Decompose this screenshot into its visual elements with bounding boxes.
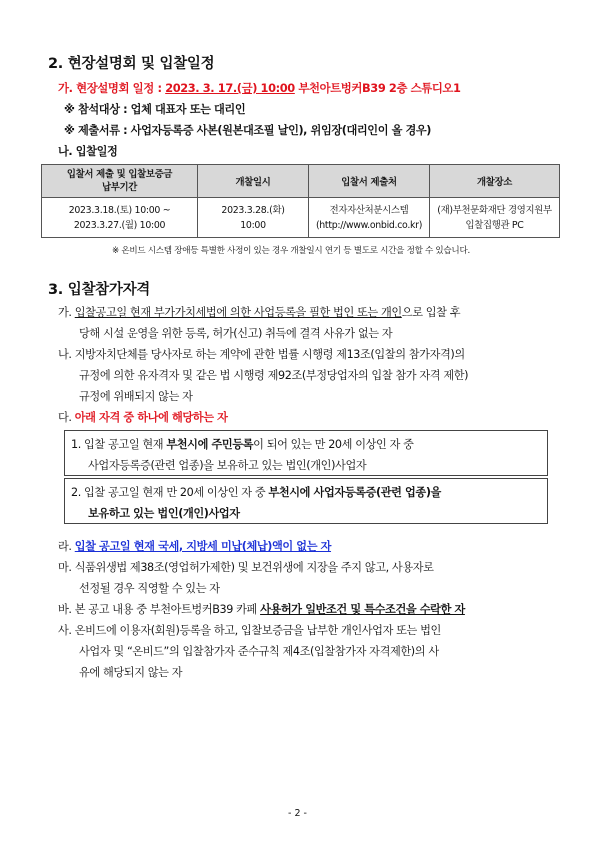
bid-schedule-table [41,164,560,238]
cell-opening-datetime: 2023.3.28.(화) 10:00 [198,198,309,238]
briefing-schedule [58,80,461,96]
briefing-date: 2023. 3. 17.(금) 10:00 [165,81,295,95]
briefing-place: 부천아트벙커B39 2층 스튜디오1 [294,81,461,95]
qualification-ga-underlined: 입찰공고일 현재 부가가치세법에 의한 사업등록을 필한 법인 또는 개인 [74,306,402,319]
criteria-box-2-bold: 부천시에 사업자등록증(관련 업종)을 [268,486,441,499]
qualification-ga [58,304,460,320]
section3-title: 3. 입찰참가자격 [48,282,150,298]
item-label: 가. [58,306,75,319]
bid-schedule-heading: 나. 입찰일정 [58,145,118,158]
criteria-box-1-line1 [65,436,414,452]
qualification-ma-line1: 마. 식품위생법 제38조(영업허가제한) 및 보건위생에 지장을 주지 않고, 사용자로 [58,561,434,574]
qualification-da-text: 아래 자격 중 하나에 해당하는 자 [74,411,228,424]
qualification-na-line2: 규정에 의한 유자격자 및 같은 법 시행령 제92조(부정당업자의 입찰 참가 자격 제한) [79,369,469,382]
qualification-sa-line2: 사업자 및 “온비드”의 입찰참가자 준수규칙 제4조(입찰참가자 자격제한)의 사 [79,645,439,658]
cell-submission-place: 전자자산처분시스템 (http://www.onbid.co.kr) [309,198,430,238]
criteria-box-2 [64,478,548,524]
documents-note: ※ 제출서류 : 사업자등록증 사본(원본대조필 날인), 위임장(대리인이 올 경우) [64,124,432,137]
table-header [198,165,309,198]
qualification-ma-line2: 선정될 경우 직영할 수 있는 자 [79,582,220,595]
qualification-sa-line3: 유에 해당되지 않는 자 [79,666,183,679]
table-header [42,165,198,198]
header-opening-datetime: 개찰일시 [235,177,271,188]
table-header [309,165,430,198]
table-header [430,165,560,198]
criteria-box-1-line2: 사업자등록증(관련 업종)을 보유하고 있는 법인(개인)사업자 [88,459,367,472]
criteria-box-1-post: 이 되어 있는 만 20세 이상인 자 중 [253,438,414,451]
attendee-note: ※ 참석대상 : 업체 대표자 또는 대리인 [64,103,246,116]
qualification-sa-line1: 사. 온비드에 이용자(회원)등록을 하고, 입찰보증금을 납부한 개인사업자 또는 법인 [58,624,441,637]
qualification-na-line1: 나. 지방자치단체를 당사자로 하는 계약에 관한 법률 시행령 제13조(입찰의 참가자격)의 [58,348,465,361]
criteria-box-2-pre: 2. 입찰 공고일 현재 만 20세 이상인 자 중 [71,486,269,499]
header-submission-period: 입찰서 제출 및 입찰보증금 납부기간 [66,169,173,193]
header-submission-place: 입찰서 제출처 [341,177,397,188]
qualification-ga-rest: 으로 입찰 후 [401,306,461,319]
criteria-box-1-bold: 부천시에 주민등록 [166,438,254,451]
header-opening-place: 개찰장소 [476,177,513,188]
criteria-box-2-line1 [65,484,441,500]
item-label: 라. [58,540,75,553]
criteria-box-1-pre: 1. 입찰 공고일 현재 [71,438,167,451]
qualification-ba [58,601,465,617]
item-label: 다. [58,411,75,424]
qualification-ra [58,538,331,554]
table-row [42,198,560,238]
cell-opening-place: (재)부천문화재단 경영지원부 입찰집행관 PC [430,198,560,238]
cell-submission-period: 2023.3.18.(토) 10:00 ~ 2023.3.27.(월) 10:00 [42,198,198,238]
criteria-box-1 [64,430,548,476]
onbid-note: ※ 온비드 시스템 장애등 특별한 사정이 있는 경우 개찰일시 연기 등 별도로 시간을 정할 수 있습니다. [112,246,470,256]
qualification-da [58,409,228,425]
qualification-na-line3: 규정에 위배되지 않는 자 [79,390,193,403]
qualification-ba-underlined: 사용허가 일반조건 및 특수조건을 수락한 자 [260,603,465,616]
qualification-ra-text: 입찰 공고일 현재 국세, 지방세 미납(체납)액이 없는 자 [74,540,332,553]
page-number: - 2 - [288,808,307,819]
section2-title: 2. 현장설명회 및 입찰일정 [48,56,215,72]
qualification-ba-pre: 바. 본 공고 내용 중 부천아트벙커B39 카페 [58,603,261,616]
criteria-box-2-line2: 보유하고 있는 법인(개인)사업자 [88,507,240,520]
briefing-schedule-label: 가. 현장설명회 일정 : [58,81,166,95]
qualification-ga-line2: 당해 시설 운영을 위한 등록, 허가(신고) 취득에 결격 사유가 없는 자 [79,327,393,340]
